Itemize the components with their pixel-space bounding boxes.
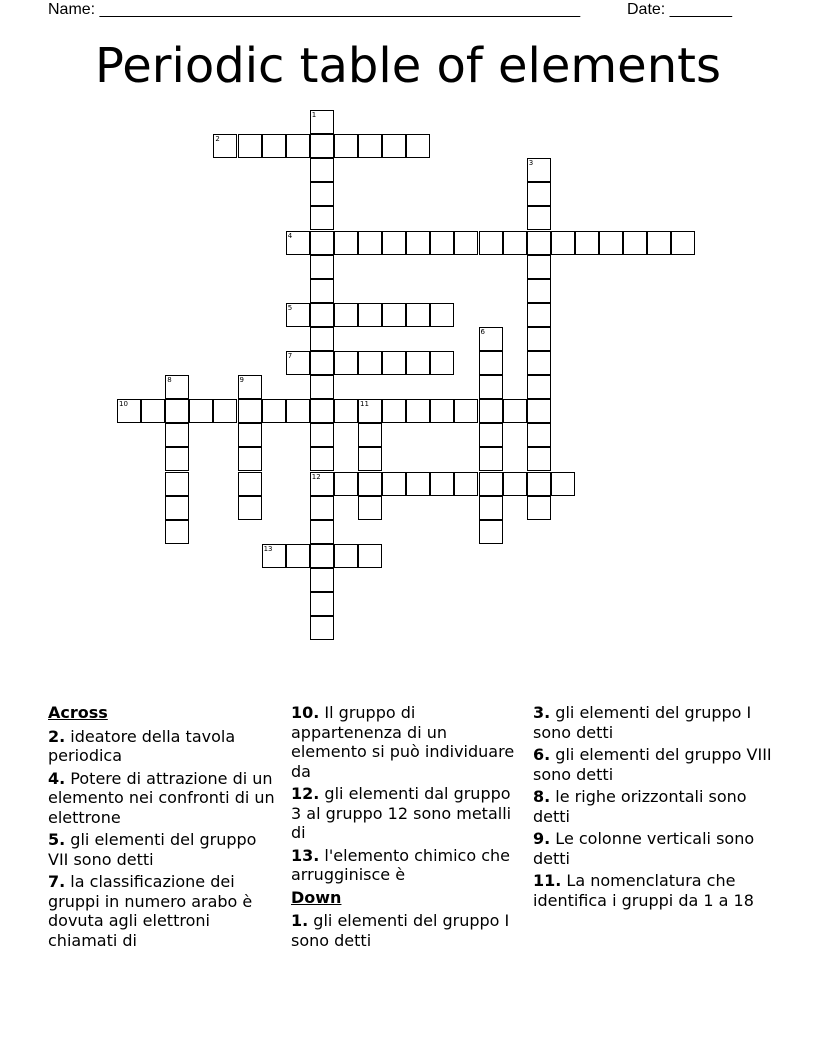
crossword-cell[interactable]	[479, 423, 503, 447]
crossword-cell[interactable]	[430, 472, 454, 496]
crossword-cell[interactable]	[551, 472, 575, 496]
crossword-cell[interactable]	[310, 544, 334, 568]
crossword-cell[interactable]	[358, 544, 382, 568]
clues-column-2	[291, 703, 523, 953]
clue-item-number: 1.	[291, 911, 309, 930]
across-clue-list	[48, 727, 280, 951]
clue-number: 11	[360, 400, 369, 409]
crossword-cell[interactable]	[479, 447, 503, 471]
page-title: Periodic table of elements	[95, 38, 721, 94]
clue-item-number: 7.	[48, 872, 66, 891]
clue-item-text: Potere di attrazione di un elemento nei confronti di un elettrone	[48, 768, 275, 827]
clue-item-number: 2.	[48, 726, 66, 746]
crossword-cell[interactable]	[479, 327, 503, 351]
crossword-cell[interactable]	[527, 472, 551, 496]
crossword-cell[interactable]	[117, 399, 141, 423]
crossword-cell[interactable]	[671, 231, 695, 255]
crossword-cell[interactable]	[382, 303, 406, 327]
crossword-cell[interactable]	[310, 279, 334, 303]
crossword-cell[interactable]	[527, 327, 551, 351]
crossword-cell[interactable]	[286, 399, 310, 423]
clue-item-text: gli elementi del gruppo I sono detti	[533, 703, 752, 742]
crossword-cell[interactable]	[238, 496, 262, 520]
crossword-cell[interactable]	[165, 399, 189, 423]
crossword-cell[interactable]	[334, 303, 358, 327]
clue-number: 12	[311, 472, 321, 481]
clue-number: 13	[263, 544, 273, 553]
crossword-cell[interactable]	[503, 231, 527, 255]
crossword-cell[interactable]	[623, 231, 647, 255]
crossword-cell[interactable]	[430, 231, 454, 255]
clue-item-text: l'elemento chimico che arrugginisce è	[291, 845, 510, 884]
crossword-cell[interactable]	[286, 303, 310, 327]
crossword-cell[interactable]	[286, 544, 310, 568]
crossword-cell[interactable]	[334, 472, 358, 496]
crossword-cell[interactable]	[165, 520, 189, 544]
clue-item	[291, 703, 523, 781]
crossword-cell[interactable]	[406, 472, 430, 496]
crossword-cell[interactable]	[310, 303, 334, 327]
clue-item-number: 13.	[291, 845, 320, 865]
crossword-cell[interactable]	[262, 544, 286, 568]
crossword-cell[interactable]	[286, 231, 310, 255]
clue-item-number: 11.	[533, 871, 562, 890]
clue-item	[48, 872, 280, 950]
crossword-cell[interactable]	[527, 231, 551, 255]
down-clue-list-continued	[533, 703, 773, 910]
clue-item	[291, 911, 523, 950]
crossword-cell[interactable]	[165, 496, 189, 520]
crossword-cell[interactable]	[454, 472, 478, 496]
crossword-cell[interactable]	[527, 399, 551, 423]
clue-number: 4	[287, 231, 293, 240]
down-clue-list	[291, 911, 523, 950]
crossword-cell[interactable]	[310, 423, 334, 447]
clue-number: 10	[119, 400, 128, 409]
crossword-cell[interactable]	[527, 182, 551, 206]
clue-number: 8	[167, 376, 172, 385]
crossword-cell[interactable]	[238, 423, 262, 447]
crossword-cell[interactable]	[334, 351, 358, 375]
crossword-cell[interactable]	[527, 279, 551, 303]
crossword-cell[interactable]	[238, 375, 262, 399]
crossword-cell[interactable]	[527, 496, 551, 520]
clue-item-text: Il gruppo di appartenenza di un elemento si può individuare da	[291, 703, 515, 781]
clue-item-number: 10.	[291, 703, 320, 722]
clue-item	[533, 829, 773, 868]
crossword-cell[interactable]	[551, 231, 575, 255]
clue-item-number: 9.	[533, 829, 551, 848]
clue-item-number: 5.	[48, 830, 66, 849]
crossword-cell[interactable]	[503, 399, 527, 423]
crossword-cell[interactable]	[527, 255, 551, 279]
crossword-cell[interactable]	[527, 158, 551, 182]
clue-item-text: ideatore della tavola periodica	[48, 726, 236, 765]
crossword-cell[interactable]	[479, 496, 503, 520]
name-field-label: Name: ______________________________________________________	[48, 1, 581, 18]
crossword-cell[interactable]	[310, 327, 334, 351]
crossword-cell[interactable]	[382, 351, 406, 375]
crossword-cell[interactable]	[238, 399, 262, 423]
crossword-cell[interactable]	[479, 472, 503, 496]
crossword-cell[interactable]	[358, 351, 382, 375]
crossword-cell[interactable]	[430, 351, 454, 375]
crossword-cell[interactable]	[310, 182, 334, 206]
crossword-cell[interactable]	[382, 472, 406, 496]
clue-number: 6	[480, 327, 485, 336]
clue-number: 2	[215, 135, 220, 144]
clue-item-number: 6.	[533, 745, 551, 764]
clue-item-number: 3.	[533, 703, 551, 722]
clue-number: 9	[239, 376, 244, 385]
crossword-cell[interactable]	[647, 231, 671, 255]
crossword-cell[interactable]	[358, 447, 382, 471]
clue-item-text: gli elementi del gruppo VIII sono detti	[533, 745, 772, 784]
crossword-cell[interactable]	[358, 399, 382, 423]
crossword-cell[interactable]	[358, 472, 382, 496]
clue-item-text: le righe orizzontali sono detti	[533, 787, 747, 826]
crossword-cell[interactable]	[599, 231, 623, 255]
clue-item-number: 12.	[291, 784, 320, 803]
crossword-cell[interactable]	[310, 134, 334, 158]
crossword-cell[interactable]	[213, 134, 237, 158]
crossword-cell[interactable]	[165, 375, 189, 399]
crossword-cell[interactable]	[406, 399, 430, 423]
crossword-cell[interactable]	[358, 303, 382, 327]
clue-item	[533, 871, 773, 910]
crossword-cell[interactable]	[310, 231, 334, 255]
crossword-cell[interactable]	[358, 231, 382, 255]
clue-item-number: 8.	[533, 787, 551, 806]
crossword-cell[interactable]	[334, 134, 358, 158]
crossword-cell[interactable]	[238, 472, 262, 496]
crossword-cell[interactable]	[189, 399, 213, 423]
crossword-cell[interactable]	[310, 255, 334, 279]
crossword-cell[interactable]	[527, 351, 551, 375]
crossword-cell[interactable]	[262, 399, 286, 423]
crossword-cell[interactable]	[575, 231, 599, 255]
crossword-cell[interactable]	[165, 423, 189, 447]
crossword-cell[interactable]	[358, 134, 382, 158]
across-clue-list-continued	[291, 703, 523, 885]
crossword-cell[interactable]	[358, 496, 382, 520]
crossword-cell[interactable]	[527, 447, 551, 471]
crossword-cell[interactable]	[406, 351, 430, 375]
crossword-cell[interactable]	[358, 423, 382, 447]
crossword-cell[interactable]	[527, 206, 551, 230]
crossword-cell[interactable]	[310, 616, 334, 640]
crossword-cell[interactable]	[310, 375, 334, 399]
crossword-cell[interactable]	[527, 375, 551, 399]
clue-item-text: gli elementi dal gruppo 3 al gruppo 12 sono metalli di	[291, 784, 512, 842]
clue-item-text: la classificazione dei gruppi in numero arabo è dovuta agli elettroni chiamati di	[48, 872, 253, 950]
crossword-cell[interactable]	[286, 134, 310, 158]
clue-item	[533, 787, 773, 826]
date-field-label: Date: _______	[627, 1, 732, 18]
crossword-cell[interactable]	[503, 472, 527, 496]
clues-column-1	[48, 703, 280, 953]
crossword-cell[interactable]	[262, 134, 286, 158]
clue-item-number: 4.	[48, 768, 66, 788]
crossword-cell[interactable]	[527, 423, 551, 447]
crossword-cell[interactable]	[310, 110, 334, 134]
crossword-cell[interactable]	[406, 134, 430, 158]
crossword-cell[interactable]	[334, 544, 358, 568]
across-heading: Across	[48, 703, 108, 722]
crossword-cell[interactable]	[382, 231, 406, 255]
crossword-cell[interactable]	[334, 399, 358, 423]
crossword-cell[interactable]	[238, 447, 262, 471]
crossword-cell[interactable]	[141, 399, 165, 423]
crossword-cell[interactable]	[310, 158, 334, 182]
crossword-cell[interactable]	[165, 447, 189, 471]
crossword-cell[interactable]	[479, 399, 503, 423]
crossword-cell[interactable]	[479, 231, 503, 255]
crossword-cell[interactable]	[430, 399, 454, 423]
crossword-cell[interactable]	[454, 231, 478, 255]
crossword-cell[interactable]	[310, 496, 334, 520]
clue-item-text: La nomenclatura che identifica i gruppi da 1 a 18	[533, 871, 754, 910]
clue-number: 3	[528, 159, 534, 168]
crossword-cell[interactable]	[454, 399, 478, 423]
crossword-cell[interactable]	[165, 472, 189, 496]
clue-item-text: gli elementi del gruppo I sono detti	[291, 911, 510, 950]
clue-item	[48, 830, 280, 869]
clue-item-text: Le colonne verticali sono detti	[533, 829, 755, 868]
clue-item	[533, 745, 773, 784]
crossword-cell[interactable]	[310, 520, 334, 544]
clue-item	[291, 846, 523, 885]
crossword-cell[interactable]	[310, 447, 334, 471]
crossword-cell[interactable]	[406, 303, 430, 327]
crossword-cell[interactable]	[334, 231, 358, 255]
crossword-cell[interactable]	[310, 472, 334, 496]
crossword-cell[interactable]	[310, 568, 334, 592]
clue-number: 1	[311, 111, 317, 119]
crossword-cell[interactable]	[479, 520, 503, 544]
crossword-cell[interactable]	[527, 303, 551, 327]
clue-item	[533, 703, 773, 742]
crossword-cell[interactable]	[430, 303, 454, 327]
crossword-cell[interactable]	[479, 351, 503, 375]
crossword-cell[interactable]	[310, 351, 334, 375]
clue-item	[48, 727, 280, 766]
crossword-cell[interactable]	[382, 134, 406, 158]
clue-number: 7	[287, 352, 293, 360]
crossword-cell[interactable]	[406, 231, 430, 255]
clues-column-3	[533, 703, 773, 913]
clue-item-text: gli elementi del gruppo VII sono detti	[48, 830, 257, 869]
crossword-cell[interactable]	[310, 399, 334, 423]
crossword-cell[interactable]	[213, 399, 237, 423]
crossword-cell[interactable]	[479, 375, 503, 399]
crossword-cell[interactable]	[310, 592, 334, 616]
crossword-cell[interactable]	[310, 206, 334, 230]
clue-number: 5	[287, 303, 293, 312]
crossword-cell[interactable]	[238, 134, 262, 158]
crossword-cell[interactable]	[286, 351, 310, 375]
down-heading: Down	[291, 887, 342, 907]
clue-item	[48, 769, 280, 828]
crossword-cell[interactable]	[382, 399, 406, 423]
clue-item	[291, 784, 523, 843]
